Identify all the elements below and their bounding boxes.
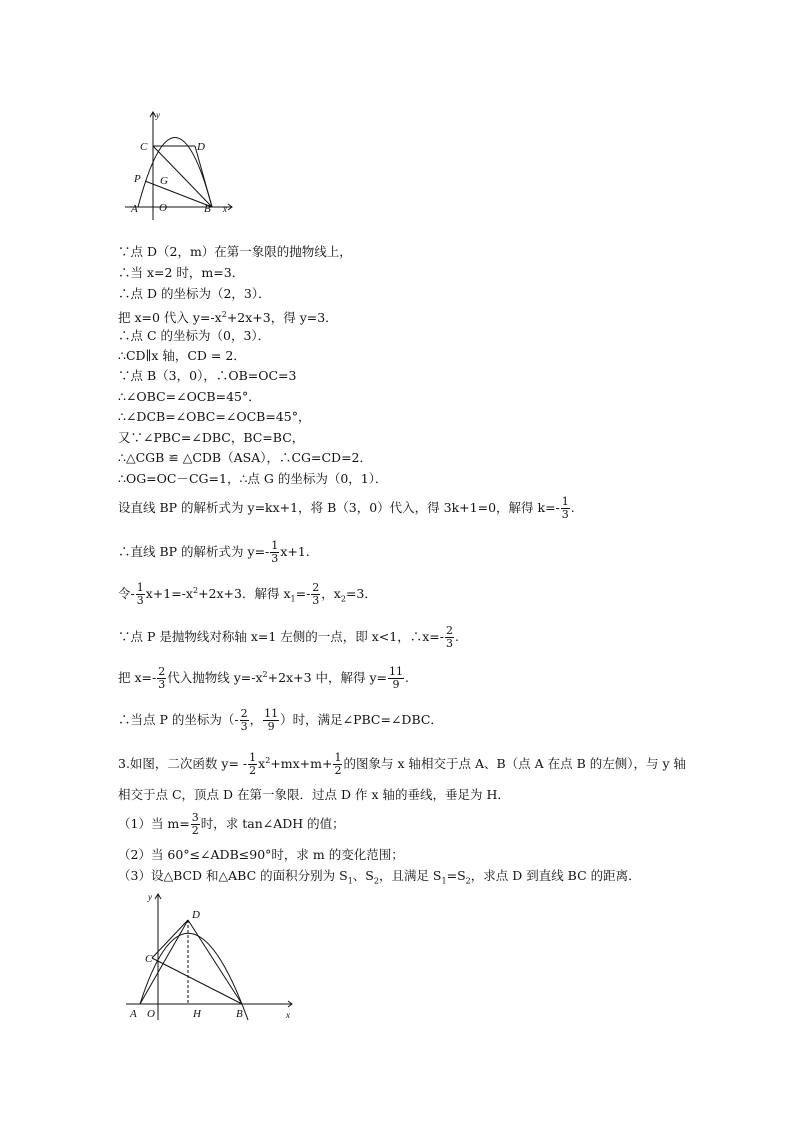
fig1-label-c: C <box>140 141 148 153</box>
fraction: $\frac{2}{3}$ <box>158 665 166 691</box>
solution-line-16: ∵点 P 是抛物线对称轴 x=1 左侧的一点，即 x<1，∴x=- $\frac{2}{3}$ . <box>118 624 459 650</box>
fraction: $\frac{1}{2}$ <box>249 751 257 777</box>
segment-cb <box>152 958 242 1004</box>
fig1-label-o: O <box>159 202 167 214</box>
fig1-label-y: y <box>156 110 160 120</box>
fraction: $\frac{1}{3}$ <box>136 581 144 607</box>
solution-line-17: 把 x=- $\frac{2}{3}$ 代入抛物线 $y=-x^2+2x+3$ 中，解得 y= $\frac{11}{9}$ . <box>118 665 409 691</box>
fig2-label-d: D <box>192 909 200 921</box>
figure-2-parabola-diagram <box>122 890 302 1026</box>
solution-line-5: ∴点 C 的坐标为（0，3）． <box>118 328 271 343</box>
fig1-label-p: P <box>134 173 141 185</box>
fig1-label-a: A <box>131 203 138 215</box>
solution-line-15: 令- $\frac{1}{3}$ $x+1=-x^2+2x+3$．解得 $x_1=-$ $\frac{2}{3}$ ，$x_2=3$． <box>118 581 377 607</box>
fig2-label-a: A <box>130 1008 137 1020</box>
solution-line-11: ∴△CGB ≌ △CDB（ASA），∴CG=CD=2． <box>118 450 373 465</box>
solution-line-18: ∴当点 P 的坐标为（- $\frac{2}{3}$ ， $\frac{11}{9}$ ）时，满足∠PBC=∠DBC． <box>118 707 443 733</box>
fig1-label-x: x <box>223 204 227 214</box>
solution-line-2: ∴当 x=2 时，m=3． <box>118 265 245 280</box>
fig1-label-d: D <box>197 141 205 153</box>
fig2-label-x: x <box>286 1010 290 1020</box>
segment-db <box>188 920 242 1004</box>
fig2-label-h: H <box>193 1008 201 1020</box>
fraction: $\frac{2}{3}$ <box>312 581 320 607</box>
fraction: $\frac{11}{9}$ <box>389 665 404 691</box>
solution-line-6: ∴CD∥x 轴，CD = 2． <box>118 348 246 363</box>
solution-line-8: ∴∠OBC=∠OCB=45°． <box>118 389 261 404</box>
solution-line-4: 把 x=0 代入 $y=-x^2+2x+3$，得 y=3． <box>118 310 338 326</box>
problem3-question-2: （2）当 60°≤∠ADB≤90°时，求 m 的变化范围； <box>118 847 404 862</box>
fig1-label-b: B <box>204 203 211 215</box>
solution-line-9: ∴∠DCB=∠OBC=∠OCB=45°， <box>118 409 311 424</box>
segment-pb <box>145 181 212 207</box>
fig1-label-g: G <box>160 175 168 187</box>
solution-line-3: ∴点 D 的坐标为（2，3）． <box>118 286 271 301</box>
fraction: $\frac{2}{3}$ <box>445 624 453 650</box>
fig2-label-b: B <box>236 1008 243 1020</box>
fraction: $\frac{3}{2}$ <box>191 811 199 837</box>
solution-line-13: 设直线 BP 的解析式为 y=kx+1，将 B（3，0）代入，得 3k+1=0，解得 k=- $\frac{1}{3}$ . <box>118 495 575 521</box>
solution-line-12: ∴OG=OC－CG=1，∴点 G 的坐标为（0，1）． <box>118 471 388 486</box>
problem3-line-2: 相交于点 C，顶点 D 在第一象限．过点 D 作 x 轴的垂线，垂足为 H． <box>118 787 510 802</box>
fraction: $\frac{2}{3}$ <box>240 707 248 733</box>
fraction: $\frac{1}{3}$ <box>561 495 569 521</box>
fraction: $\frac{1}{2}$ <box>334 751 342 777</box>
fig2-label-o: O <box>147 1008 155 1020</box>
solution-line-7: ∵点 B（3，0），∴OB=OC=3 <box>118 368 297 383</box>
problem3-question-3: （3）设△BCD 和△ABC 的面积分别为 $S_1$、$S_2$，且满足 $S_1=S_2$，求点 D 到直线 BC 的距离． <box>118 868 641 886</box>
solution-line-1: ∵点 D（2，m）在第一象限的抛物线上， <box>118 244 352 259</box>
fig2-label-y: y <box>148 892 152 902</box>
fig2-label-c: C <box>145 953 153 965</box>
fraction: $\frac{1}{3}$ <box>271 539 279 565</box>
figure-1-parabola-diagram <box>120 108 240 220</box>
problem3-line-1: 3.如图，二次函数 y= - $\frac{1}{2}$ $x^2+mx+m+$ $\frac{1}{2}$ 的图象与 x 轴相交于点 A、B（点 A 在点 B 的左侧），与 y 轴 <box>118 751 687 777</box>
fraction: $\frac{11}{9}$ <box>264 707 279 733</box>
problem3-question-1: （1）当 m= $\frac{3}{2}$ 时，求 tan∠ADH 的值； <box>118 811 345 837</box>
solution-line-14: ∴直线 BP 的解析式为 y=- $\frac{1}{3}$ x+1. <box>118 539 310 565</box>
solution-line-10: 又∵∠PBC=∠DBC，BC=BC， <box>118 430 305 445</box>
